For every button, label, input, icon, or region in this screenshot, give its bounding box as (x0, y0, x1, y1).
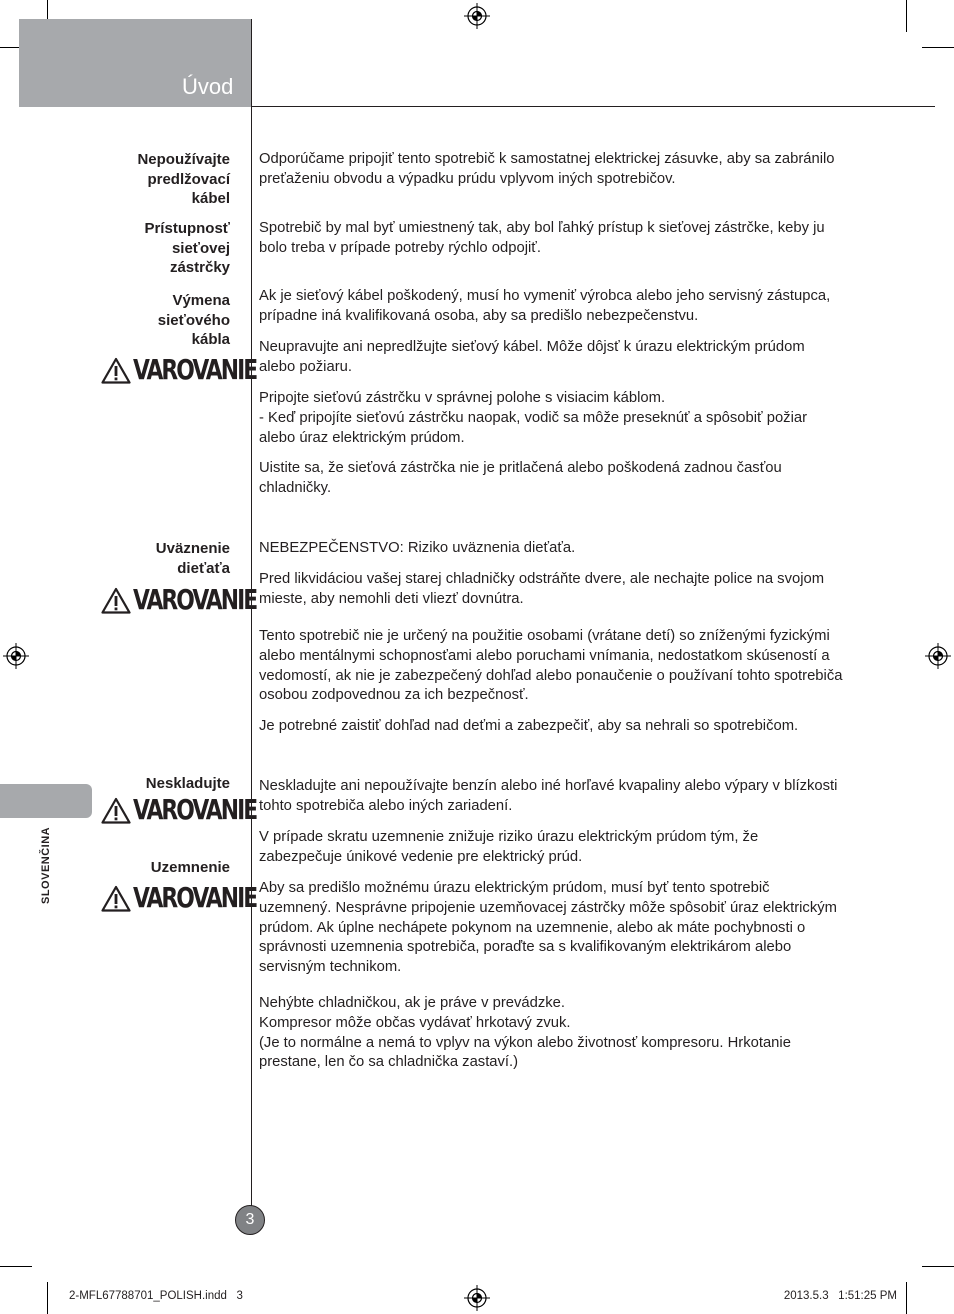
warning-text: VAROVANIE (133, 353, 257, 386)
label-extension-cable: Nepoužívajte predlžovací kábel (137, 151, 230, 207)
paragraph: Neupravujte ani nepredlžujte sieťový kábel. Môže dôjsť k úrazu elektrickým prúdom alebo požiaru. (259, 339, 805, 375)
registration-mark-icon (3, 643, 29, 669)
paragraph: Uistite sa, že sieťová zástrčka nie je pritlačená alebo poškodená zadnou časťou chladničky. (259, 460, 782, 496)
header-rule (251, 106, 935, 107)
language-tab-label: SLOVENČINA (40, 826, 52, 904)
crop-mark (906, 1282, 907, 1314)
column-divider (251, 19, 252, 1214)
warning-text: VAROVANIE (133, 881, 257, 914)
paragraph: Pred likvidáciou vašej starej chladničky odstráňte dvere, ale nechajte police na svojom mieste, aby nemohli deti vliezť dovnútra. (259, 571, 825, 607)
paragraph: Neskladujte ani nepoužívajte benzín alebo iné horľavé kvapaliny alebo výpary v blízkosti tohto spotrebiča alebo iných zariadení. (259, 778, 838, 814)
warning-text: VAROVANIE (133, 793, 257, 826)
paragraph: Je potrebné zaistiť dohľad nad deťmi a zabezpečiť, aby sa nehrali so spotrebičom. (259, 718, 799, 734)
label-plug-access: Prístupnosť sieťovej zástrčky (144, 220, 230, 276)
registration-mark-icon (925, 643, 951, 669)
crop-mark (47, 1282, 48, 1314)
footer-filename: 2-MFL67788701_POLISH.indd 3 (69, 1290, 243, 1302)
paragraph: Tento spotrebič nie je určený na použitie osobami (vrátane detí) so zníženými fyzickými alebo mentálnymi schopnosťami alebo poruchami vnímania, nedostatkom skúseností a vedomostí, ak nie je zabezpečený dohľad alebo ponaučenie o používaní tohto spotrebiča osobou zodpovednou za ich bezpečnosť. (259, 628, 843, 704)
paragraph: Pripojte sieťovú zástrčku v správnej polohe s visiacim káblom. - Keď pripojíte sieťovú zástrčku naopak, vodič sa môže preseknúť a spôsobiť požiar alebo úraz elektrickým prúdom. (259, 390, 808, 446)
page-number: 3 (235, 1205, 265, 1235)
registration-mark-icon (464, 3, 490, 29)
warning-triangle-icon (101, 797, 131, 824)
crop-mark (922, 1266, 954, 1267)
footer-timestamp: 2013.5.3 1:51:25 PM (783, 1290, 897, 1302)
crop-mark (922, 47, 954, 48)
warning-triangle-icon (101, 357, 131, 384)
warning-triangle-icon (101, 587, 131, 614)
label-do-not-store: Neskladujte (145, 775, 230, 792)
paragraph: Aby sa predišlo možnému úrazu elektrickým prúdom, musí byť tento spotrebič uzemnený. Nesprávne pripojenie uzemňovacej zástrčky môže spôsobiť úraz elektrickým prúdom. Ak úplne nechápete pokynom na uzemnenie, alebo ak máte pochybnosti o správnosti uzemnenia spotrebiča, poraďte sa s kvalifikovaným elektrikárom alebo servisným technikom. (259, 880, 837, 976)
paragraph: Spotrebič by mal byť umiestnený tak, aby bol ľahký prístup k sieťovej zástrčke, keby ju bolo treba v prípade potreby rýchlo odpojiť. (259, 220, 825, 256)
label-grounding: Uzemnenie (150, 859, 230, 876)
label-child-entrapment: Uväznenie dieťaťa (155, 540, 230, 577)
paragraph: Odporúčame pripojiť tento spotrebič k samostatnej elektrickej zásuvke, aby sa zabránilo preťaženiu obvodu a výpadku prúdu vplyvom iných spotrebičov. (259, 151, 835, 187)
paragraph: Nehýbte chladničkou, ak je práve v prevádzke. Kompresor môže občas vydávať hrkotavý zvuk. (Je to normálne a nemá to vplyv na výkon alebo životnosť kompresoru. Hrkotanie prestane, len čo sa chladnička zastaví.) (259, 995, 791, 1071)
paragraph: NEBEZPEČENSTVO: Riziko uväznenia dieťaťa. (259, 540, 576, 556)
warning-triangle-icon (101, 885, 131, 912)
language-tab (0, 784, 92, 818)
label-cable-replacement: Výmena sieťového kábla (157, 292, 230, 348)
crop-mark (906, 0, 907, 32)
page-title: Úvod (182, 74, 234, 99)
crop-mark (0, 1266, 32, 1267)
paragraph: Ak je sieťový kábel poškodený, musí ho vymeniť výrobca alebo jeho servisný zástupca, prípadne iná kvalifikovaná osoba, aby sa predišlo nebezpečenstvu. (259, 288, 831, 324)
registration-mark-icon (464, 1285, 490, 1311)
paragraph: V prípade skratu uzemnenie znižuje riziko úrazu elektrickým prúdom tým, že zabezpečuje únikové vedenie pre elektrický prúd. (259, 829, 759, 865)
warning-text: VAROVANIE (133, 583, 257, 616)
